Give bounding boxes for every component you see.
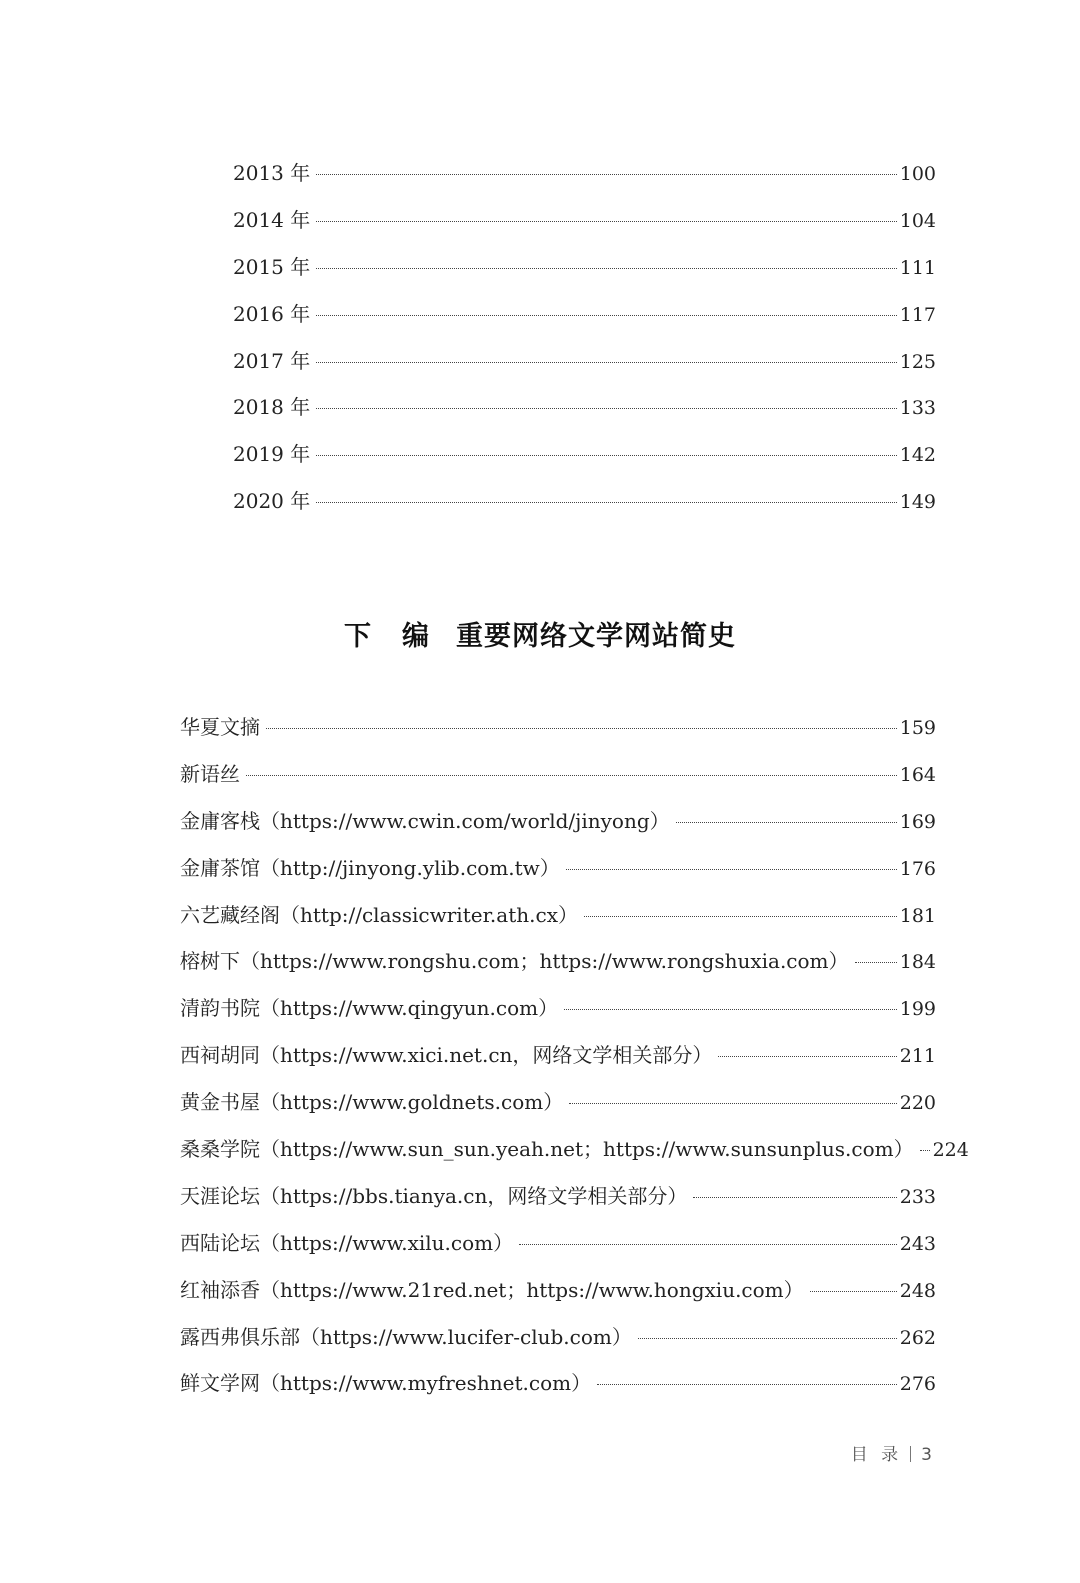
toc-site-entry bbox=[0, 1314, 1080, 1361]
toc-year-entry bbox=[0, 431, 1080, 478]
toc-sites-list bbox=[0, 704, 1080, 1407]
entry-title: 清韵书院（https://www.qingyun.com） bbox=[180, 996, 559, 1021]
entry-page-number: 100 bbox=[899, 163, 936, 185]
toc-site-entry bbox=[0, 1173, 1080, 1220]
toc-site-entry bbox=[0, 1126, 1080, 1173]
page-footer bbox=[851, 1440, 936, 1465]
toc-site-entry bbox=[0, 938, 1080, 985]
dot-leader bbox=[316, 268, 896, 269]
toc-site-entry bbox=[0, 845, 1080, 892]
entry-page-number: 169 bbox=[899, 810, 936, 833]
toc-site-entry bbox=[0, 1220, 1080, 1267]
toc-site-entry bbox=[0, 1360, 1080, 1407]
dot-leader bbox=[316, 408, 896, 409]
dot-leader bbox=[316, 174, 896, 175]
entry-page-number: 243 bbox=[899, 1232, 936, 1255]
toc-year-entry bbox=[0, 150, 1080, 197]
entry-page-number: 125 bbox=[899, 350, 936, 373]
toc-years-list bbox=[0, 150, 1080, 525]
entry-title: 西祠胡同（https://www.xici.net.cn，网络文学相关部分） bbox=[180, 1043, 713, 1068]
section-heading bbox=[0, 614, 1080, 653]
dot-leader bbox=[519, 1244, 897, 1245]
toc-year-entry bbox=[0, 197, 1080, 244]
section-part: 下 bbox=[344, 621, 372, 652]
entry-page-number: 149 bbox=[899, 491, 936, 514]
entry-page-number: 164 bbox=[899, 763, 936, 786]
entry-page-number: 142 bbox=[899, 444, 936, 467]
dot-leader bbox=[584, 916, 897, 917]
entry-page-number: 224 bbox=[932, 1139, 969, 1162]
entry-page-number: 199 bbox=[899, 998, 936, 1021]
entry-title: 露西弗俱乐部（https://www.lucifer-club.com） bbox=[180, 1324, 632, 1349]
toc-year-entry bbox=[0, 384, 1080, 431]
entry-title: 黄金书屋（https://www.goldnets.com） bbox=[180, 1090, 564, 1115]
dot-leader bbox=[564, 1009, 897, 1010]
entry-page-number: 104 bbox=[899, 209, 936, 232]
entry-title: 天涯论坛（https://bbs.tianya.cn，网络文学相关部分） bbox=[180, 1183, 688, 1208]
entry-title: 桑桑学院（https://www.sun_sun.yeah.net；https://www.sunsunplus.com） bbox=[180, 1137, 914, 1162]
running-head: 目 录 bbox=[850, 1445, 903, 1465]
entry-title: 新语丝 bbox=[180, 761, 240, 786]
dot-leader bbox=[920, 1150, 930, 1151]
entry-title: 2015 年 bbox=[233, 254, 311, 279]
entry-title: 鲜文学网（https://www.myfreshnet.com） bbox=[180, 1371, 592, 1396]
entry-page-number: 181 bbox=[899, 904, 936, 927]
entry-page-number: 159 bbox=[899, 717, 936, 739]
toc-site-entry bbox=[0, 798, 1080, 845]
toc-year-entry bbox=[0, 338, 1080, 385]
entry-page-number: 176 bbox=[899, 857, 936, 880]
dot-leader bbox=[676, 822, 897, 823]
footer-divider bbox=[910, 1446, 911, 1462]
entry-page-number: 262 bbox=[899, 1326, 936, 1349]
entry-title: 2020 年 bbox=[233, 489, 311, 514]
toc-site-entry bbox=[0, 892, 1080, 939]
toc-site-entry bbox=[0, 1032, 1080, 1079]
dot-leader bbox=[718, 1056, 896, 1057]
entry-title: 2019 年 bbox=[233, 442, 311, 467]
entry-title: 2016 年 bbox=[233, 301, 311, 326]
toc-site-entry bbox=[0, 751, 1080, 798]
entry-title: 2017 年 bbox=[233, 348, 311, 373]
section-unit: 编 bbox=[402, 621, 430, 652]
dot-leader bbox=[316, 502, 896, 503]
toc-year-entry bbox=[0, 244, 1080, 291]
toc-site-entry bbox=[0, 985, 1080, 1032]
dot-leader bbox=[855, 962, 897, 963]
entry-page-number: 276 bbox=[899, 1373, 936, 1396]
entry-page-number: 117 bbox=[899, 303, 936, 326]
entry-title: 六艺藏经阁（http://classicwriter.ath.cx） bbox=[180, 902, 578, 927]
dot-leader bbox=[246, 775, 897, 776]
dot-leader bbox=[693, 1197, 896, 1198]
entry-title: 2018 年 bbox=[233, 395, 311, 420]
entry-title: 2013 年 bbox=[233, 161, 311, 185]
entry-page-number: 220 bbox=[899, 1092, 936, 1115]
entry-page-number: 233 bbox=[899, 1185, 936, 1208]
entry-title: 2014 年 bbox=[233, 207, 311, 232]
toc-site-entry bbox=[0, 1079, 1080, 1126]
entry-title: 红袖添香（https://www.21red.net；https://www.hongxiu.com） bbox=[180, 1277, 804, 1302]
dot-leader bbox=[569, 1103, 897, 1104]
toc-site-entry bbox=[0, 1267, 1080, 1314]
page-number: 3 bbox=[921, 1445, 936, 1465]
toc-site-entry bbox=[0, 704, 1080, 751]
entry-page-number: 111 bbox=[899, 256, 936, 279]
entry-page-number: 133 bbox=[899, 397, 936, 420]
entry-page-number: 184 bbox=[899, 951, 936, 974]
dot-leader bbox=[810, 1291, 897, 1292]
entry-title: 榕树下（https://www.rongshu.com；https://www.rongshuxia.com） bbox=[180, 949, 849, 974]
entry-page-number: 248 bbox=[899, 1279, 936, 1302]
dot-leader bbox=[316, 221, 896, 222]
dot-leader bbox=[566, 869, 897, 870]
dot-leader bbox=[597, 1384, 897, 1385]
entry-title: 金庸茶馆（http://jinyong.ylib.com.tw） bbox=[180, 855, 560, 880]
entry-title: 金庸客栈（https://www.cwin.com/world/jinyong） bbox=[180, 808, 670, 833]
section-title: 重要网络文学网站简史 bbox=[456, 621, 736, 652]
entry-title: 华夏文摘 bbox=[180, 715, 260, 739]
toc-year-entry bbox=[0, 478, 1080, 525]
entry-title: 西陆论坛（https://www.xilu.com） bbox=[180, 1230, 514, 1255]
dot-leader bbox=[266, 728, 897, 729]
dot-leader bbox=[316, 315, 896, 316]
entry-page-number: 211 bbox=[899, 1045, 936, 1068]
toc-year-entry bbox=[0, 291, 1080, 338]
dot-leader bbox=[638, 1338, 897, 1339]
dot-leader bbox=[316, 362, 896, 363]
dot-leader bbox=[316, 455, 896, 456]
